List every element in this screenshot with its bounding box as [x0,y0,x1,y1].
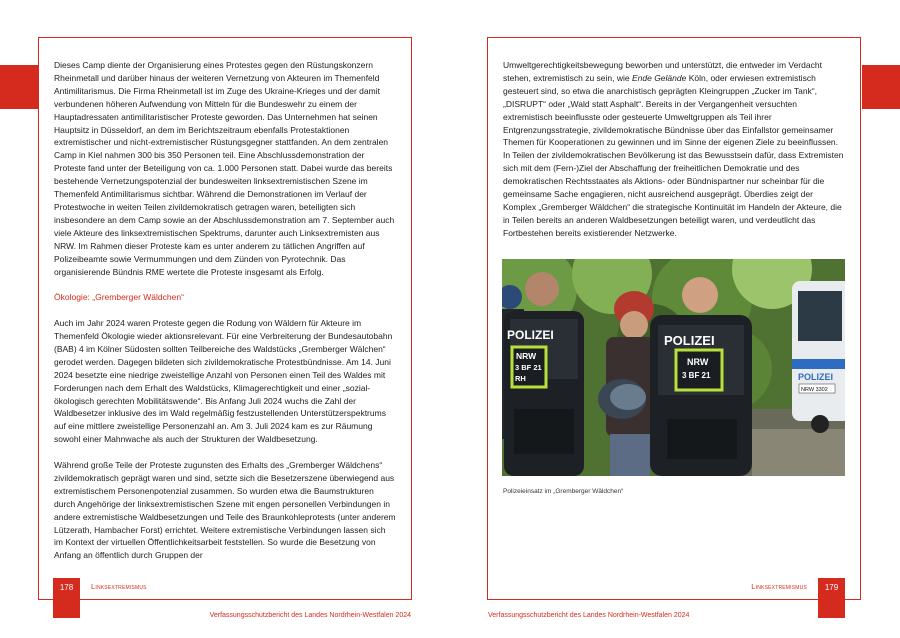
photo-caption: Polizeieinsatz im „Gremberger Wäldchen“ [503,488,624,495]
group-name-emphasis: Ende Gelände [631,72,687,83]
right-edge-tab [862,65,900,109]
vest-lettering-left: POLIZEI [507,328,554,342]
badge-right-line2: 3 BF 21 [682,371,711,380]
helmet [598,379,646,419]
left-edge-tab [0,65,38,109]
running-head-left: Linksextremismus [91,582,147,591]
section-heading: Ökologie: „Gremberger Wäldchen“ [54,292,184,303]
vest-lettering-right: POLIZEI [664,333,715,348]
police-van [792,281,845,433]
right-paragraph-1 [503,59,845,240]
running-head-right: Linksextremismus [751,582,807,591]
left-paragraph-1: Dieses Camp diente der Organisierung eines Protestes gegen den Rüstungskonzern Rheinmetall und darüber hinaus der weiteren Vernetzung von Akteuren im Themenfeld Antimilitarismus. Die Firma Rheinmetall ist im Zuge des Ukraine-Krieges und der damit verbundenen höheren Aufwendung von Mitteln für die Bundeswehr zu einem der Hauptadressaten antimilitaristischer Proteste geworden. Das Unternehmen hat seinen Hauptsitz in Düsseldorf, an dem im Berichtszeitraum ebenfalls Protestaktionen extremistischer und nicht-extremistischer Rüstungsgegner stattfanden. An dem zentralen Camp in Kiel nahmen 300 bis 350 Personen teil. Eine Abschlussdemonstration der Proteste fand unter der Beteiligung von ca. 1.000 Personen statt. Dabei wurde das bereits bestehende Vernetzungspotenzial der bundesweiten linksextremistischen Szene im Themenfeld Antimilitarismus sichtbar. Während die Demonstrationen im Verlauf der Protestwoche in weiten Teilen zivildemokratisch getragen waren, beteiligten sich insbesondere an dem Camp sowie an der Abschlussdemonstration am 7. September auch viele Akteure des linksextremistischen Spektrums, darunter auch Linksextremisten aus NRW. Im Rahmen dieser Proteste kam es unter anderem zu tätlichen Angriffen auf Polizeibeamte sowie Vermummungen und dem Zünden von Pyrotechnik. Das organisierende Bündnis RME wertete die Proteste insgesamt als Erfolg. [54,60,395,277]
police-operation-photo [502,259,845,476]
badge-left-line2: 3 BF 21 [515,363,542,372]
page-number-left: 178 [53,578,80,618]
badge-left-line3: RH [515,374,526,383]
right-page-body [503,59,845,240]
photo-illustration [502,259,845,476]
footer-left: Verfassungsschutzbericht des Landes Nordrhein-Westfalen 2024 [209,612,411,619]
van-plate: NRW 3302 [801,387,828,393]
badge-right-line1: NRW [687,357,709,367]
left-paragraph-3: Während große Teile der Proteste zugunsten des Erhalts des „Gremberger Wäldchens“ zivildemokratisch geprägt waren und sind, setzte sich die Besetzerszene überwiegend aus extremistischem Personenpotenzial zusammen. So wurden etwa die Baumstrukturen durch Angehörige der linksextremistischen Szene mit engen personellen Verbindungen in andere extremistische Waldbesetzungen und Teile des Braunkohleprotests (unter anderem Lützerath, Hambacher Forst) errichtet. Weitere extremistische Verbindungen lassen sich im Kontext der virtuellen Öffentlichkeitsarbeit feststellen. So wurde die Besetzung von Anfang an öffentlich durch Gruppen der [54,460,396,561]
page-number-right: 179 [818,578,845,618]
left-page-body [54,59,396,562]
van-lettering: POLIZEI [798,372,834,382]
right-paragraph-part-b: Köln, oder erwiesen extremistisch gesteuert sind, so etwa die anarchistisch geprägten Kleingruppen „Zucker im Tank“, „DISRUPT“ oder „Wald statt Asphalt“. Bereits in der Vergangenheit versuchten extremistisch beeinflusste oder gesteuerte Umweltgruppen als Teil ihrer Entgrenzungsstrategie, zivildemokratische Bündnisse über das Einfallstor gemeinsamer Themen für Kooperationen zu gewinnen und im Sinne der eigenen Ziele zu beeinflussen. In Teilen der zivildemokratischen Bevölkerung ist das Bewusstsein dafür, dass Extremisten sich mit dem (Fern-)Ziel der Abschaffung der freiheitlichen Demokratie und des demokratischen Rechtsstaates als Aktions- oder Bündnispartner nur scheinbar für die gemeinsame Sache engagieren, nicht ausreichend ausgeprägt. Überdies zeigt der Komplex „Gremberger Wäldchen“ die strategische Kontinuität im Handeln der Akteure, die in Teilen bereits an anderen Waldbesetzungen beteiligt waren, und verdeutlicht das Fortbestehen bereits existierender Netzwerke. [503,72,844,238]
badge-left-line1: NRW [516,351,537,361]
right-paragraph-part-a: Umweltgerechtigkeitsbewegung beworben und unterstützt, die entweder im Verdacht stehen, extremistisch zu sein, wie [503,60,822,83]
footer-right: Verfassungsschutzbericht des Landes Nordrhein-Westfalen 2024 [488,612,690,619]
left-paragraph-2: Auch im Jahr 2024 waren Proteste gegen die Rodung von Wäldern für Akteure im Themenfeld Ökologie wieder aktionsrelevant. Für eine Verbreiterung der Bundesautobahn (BAB) 4 im Kölner Südosten sollten Teilbereiche des Waldstücks „Gremberger Wälchen“ gerodet werden. Dagegen bildeten sich zivildemokratische Protestbündnisse. Am 14. Juni 2024 besetzte eine niedrige zweistellige Anzahl von Personen einen Teil des Waldes mit Forderungen nach dem Erhalt des Waldstücks, Klimagerechtigkeit und einer „sozial-ökologisch gerechten Mobilitätswende“. Bis Anfang Juli 2024 wuchs die Zahl der Waldbesetzer inklusive des im Wald regelmäßig festzustellenden Unterstützerspektrums auf eine mittlere zweistellige Personenzahl an. Am 3. Juli 2024 kam es zur Räumung sowohl einer Mahnwache als auch der Strukturen der Waldbesetzung. [54,318,393,445]
